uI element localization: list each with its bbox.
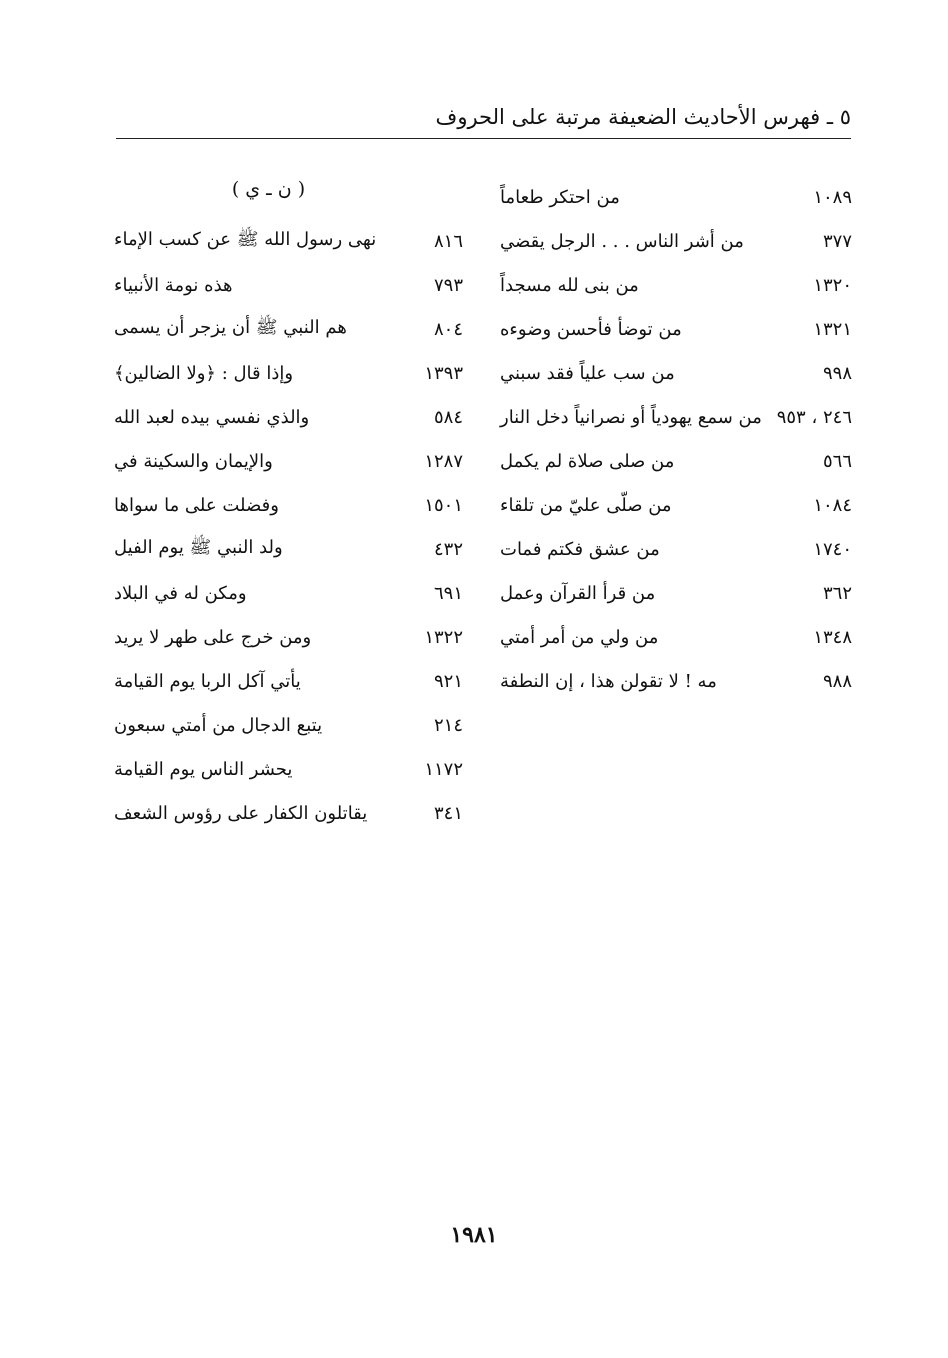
entry-text: والإيمان والسكينة في: [114, 450, 273, 472]
entry-text: من صلّى عليّ من تلقاء: [500, 494, 672, 516]
entry-ref: ١٢٨٧: [424, 450, 463, 472]
entry-text: يحشر الناس يوم القيامة: [114, 758, 293, 780]
entry-ref: ٨١٦: [433, 230, 463, 252]
index-entry: [500, 263, 852, 307]
index-entry: [114, 659, 463, 703]
entry-text: من قرأ القرآن وعمل: [500, 582, 656, 604]
entry-text: ولد النبي ﷺ يوم الفيل: [114, 537, 283, 558]
entry-text: يأتي آكل الربا يوم القيامة: [114, 670, 301, 692]
index-entry: [114, 747, 463, 791]
section-heading: ( ن ـ ي ): [231, 178, 306, 200]
entry-ref: ٧٩٣: [433, 274, 463, 296]
entry-text: هم النبي ﷺ أن يزجر أن يسمى: [114, 317, 347, 338]
entry-text: من توضأ فأحسن وضوءه: [500, 318, 682, 340]
index-entry: [114, 703, 463, 747]
entry-ref: ٩٨٨: [822, 670, 852, 692]
entry-ref: ١٣٩٣: [424, 362, 463, 384]
entry-text: ومن خرج على طهر لا يريد: [114, 626, 312, 648]
index-entry: [500, 571, 852, 615]
entry-ref: ١٣٢٢: [424, 626, 463, 648]
entry-text: من صلى صلاة لم يكمل: [500, 450, 675, 472]
entry-text: يتبع الدجال من أمتي سبعون: [114, 714, 323, 736]
index-entry: [114, 263, 463, 307]
entry-text: وإذا قال : ﴿ولا الضالين﴾: [114, 362, 294, 384]
page-number: ١٩٨١: [450, 1222, 498, 1248]
entry-ref: ٩٩٨: [822, 362, 852, 384]
entry-ref: ٣٦٢: [822, 582, 852, 604]
entry-text: من سب علياً فقد سبني: [500, 362, 675, 384]
entry-ref: ١٠٨٤: [813, 494, 852, 516]
index-entry: [114, 307, 463, 351]
running-header: ٥ ـ فهرس الأحاديث الضعيفة مرتبة على الحروف: [435, 105, 851, 129]
index-entry: [114, 791, 463, 835]
index-entry: [500, 351, 852, 395]
index-entry: [500, 439, 852, 483]
entry-ref: ٤٣٢: [433, 538, 463, 560]
entry-ref: ٥٨٤: [433, 406, 463, 428]
index-entry: [114, 615, 463, 659]
index-entry: [500, 483, 852, 527]
entry-ref: ٥٦٦: [822, 450, 852, 472]
entry-ref: ١٣٢٠: [813, 274, 852, 296]
entry-ref: ١٣٤٨: [813, 626, 852, 648]
index-entry: [114, 483, 463, 527]
index-entry: [114, 351, 463, 395]
entry-text: هذه نومة الأنبياء: [114, 274, 233, 296]
entry-text: من عشق فكتم فمات: [500, 538, 660, 560]
entry-text: من أشر الناس . . . الرجل يقضي: [500, 230, 744, 252]
entry-ref: ١٧٤٠: [813, 538, 852, 560]
entry-ref: ١١٧٢: [424, 758, 463, 780]
index-entry: [114, 395, 463, 439]
entry-ref: ٣٧٧: [822, 230, 852, 252]
index-entry: [500, 307, 852, 351]
entry-text: من سمع يهودياً أو نصرانياً دخل النار: [500, 406, 762, 428]
index-entry: [114, 527, 463, 571]
entry-text: والذي نفسي بيده لعبد الله: [114, 406, 310, 428]
index-entry: [114, 219, 463, 263]
entry-text: من احتكر طعاماً: [500, 186, 620, 208]
entry-ref: ٢١٤: [433, 714, 463, 736]
entry-ref: ٩٢١: [433, 670, 463, 692]
entry-ref: ١٣٢١: [813, 318, 852, 340]
entry-text: نهى رسول الله ﷺ عن كسب الإماء: [114, 229, 377, 250]
entry-text: ومكن له في البلاد: [114, 582, 247, 604]
entry-text: من ولي من أمر أمتي: [500, 626, 659, 648]
index-entry: [500, 659, 852, 703]
index-entry: [500, 219, 852, 263]
left-index-column: [114, 175, 463, 835]
entry-ref: ٦٩١: [433, 582, 463, 604]
entry-text: وفضلت على ما سواها: [114, 494, 279, 516]
index-entry: [500, 175, 852, 219]
index-entry: [500, 395, 852, 439]
entry-ref: ١٠٨٩: [813, 186, 852, 208]
entry-text: يقاتلون الكفار على رؤوس الشعف: [114, 802, 368, 824]
entry-text: من بنى لله مسجداً: [500, 274, 639, 296]
right-index-column: [500, 175, 852, 703]
entry-ref: ٣٤١: [433, 802, 463, 824]
entry-text: مه ! لا تقولن هذا ، إن النطفة: [500, 670, 717, 692]
index-entry: [114, 571, 463, 615]
index-entry: [500, 527, 852, 571]
header-rule: [116, 138, 851, 139]
index-entry: [500, 615, 852, 659]
index-entry: [114, 439, 463, 483]
entry-ref: ٨٠٤: [433, 318, 463, 340]
entry-ref: ١٥٠١: [424, 494, 463, 516]
entry-ref: ٢٤٦ ، ٩٥٣: [776, 406, 852, 428]
